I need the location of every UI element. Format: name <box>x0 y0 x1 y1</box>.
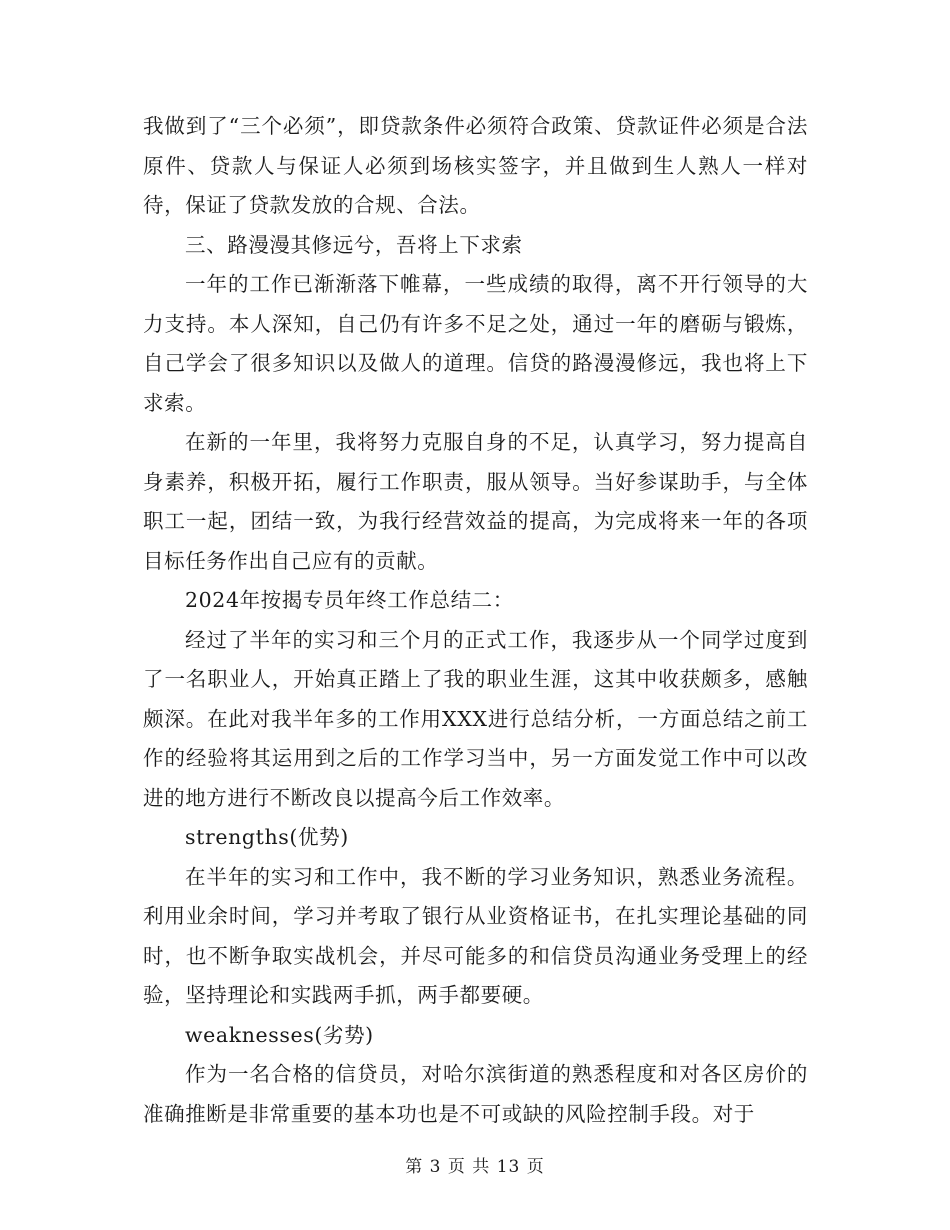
subtitle-summary-two: 2024年按揭专员年终工作总结二： <box>185 588 514 612</box>
heading-strengths: strengths(优势) <box>185 825 349 849</box>
paragraph: 在新的一年里，我将努力克服自身的不足，认真学习，努力提高自身素养，积极开拓，履行工作职责，服从领导。当好参谋助手，与全体职工一起，团结一致，为我行经营效益的提高，为完成将来一年的各项目标任务作出自己应有的贡献。 <box>143 430 808 573</box>
paragraph-continued: 我做到了“三个必须”，即贷款条件必须符合政策、贷款证件必须是合法原件、贷款人与保证人必须到场核实签字，并且做到生人熟人一样对待，保证了贷款发放的合规、合法。 <box>143 114 808 217</box>
heading-weaknesses: weaknesses(劣势) <box>185 1022 374 1047</box>
paragraph: 经过了半年的实习和三个月的正式工作，我逐步从一个同学过度到了一名职业人，开始真正踏上了我的职业生涯，这其中收获颇多，感触颇深。在此对我半年多的工作用XXX进行总结分析，一方面总结之前工作的经验将其运用到之后的工作学习当中，另一方面发觉工作中可以改进的地方进行不断改良以提高今后工作效率。 <box>143 627 808 810</box>
section-heading-3: 三、路漫漫其修远兮，吾将上下求索 <box>185 232 523 257</box>
document-body <box>143 107 808 1134</box>
paragraph: 在半年的实习和工作中，我不断的学习业务知识，熟悉业务流程。利用业余时间，学习并考取了银行从业资格证书，在扎实理论基础的同时，也不断争取实战机会，并尽可能多的和信贷员沟通业务受理上的经验，坚持理论和实践两手抓，两手都要硬。 <box>143 864 808 1007</box>
page-number: 第 3 页 共 13 页 <box>405 1157 545 1177</box>
paragraph: 一年的工作已渐渐落下帷幕，一些成绩的取得，离不开行领导的大力支持。本人深知，自己仍有许多不足之处，通过一年的磨砺与锻炼，自己学会了很多知识以及做人的道理。信贷的路漫漫修远，我也将上下求索。 <box>143 272 808 415</box>
paragraph: 作为一名合格的信贷员，对哈尔滨街道的熟悉程度和对各区房价的准确推断是非常重要的基本功也是不可或缺的风险控制手段。对于 <box>143 1062 808 1126</box>
page-footer <box>0 1152 950 1177</box>
